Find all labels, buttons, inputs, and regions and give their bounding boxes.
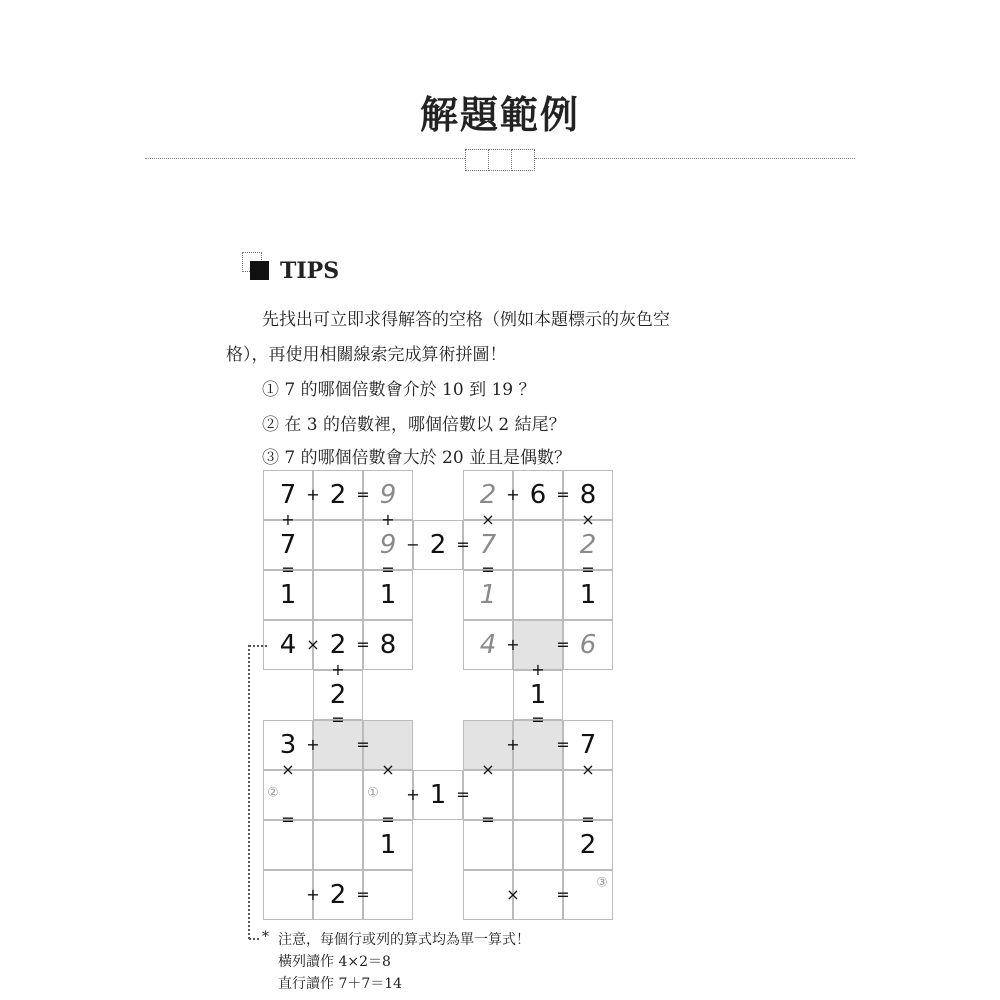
puzzle-cell	[513, 570, 563, 620]
answer-digit: 9	[379, 480, 397, 510]
tips-text-line1: 先找出可立即求得解答的空格（例如本題標示的灰色空	[262, 310, 670, 330]
operator: =	[281, 810, 295, 829]
given-digit: 1	[529, 680, 547, 710]
given-digit: 2	[329, 880, 347, 910]
given-digit: 2	[329, 680, 347, 710]
given-digit: 4	[279, 630, 297, 660]
operator: +	[331, 660, 345, 679]
hint-marker: ②	[267, 785, 279, 800]
answer-digit: 2	[579, 530, 597, 560]
given-digit: 2	[329, 480, 347, 510]
puzzle-cell	[313, 770, 363, 820]
operator: =	[581, 810, 595, 829]
given-digit: 2	[579, 830, 597, 860]
divider-ornament-box	[488, 149, 512, 171]
operator: +	[306, 885, 320, 904]
puzzle-cell	[513, 770, 563, 820]
operator: =	[381, 810, 395, 829]
operator: ×	[581, 760, 595, 779]
given-digit: 6	[529, 480, 547, 510]
given-digit: 1	[379, 580, 397, 610]
divider-ornament-box	[511, 149, 535, 171]
tips-heading: TIPS	[280, 258, 340, 284]
hint-2: ② 在 3 的倍數裡，哪個倍數以 2 結尾？	[262, 415, 566, 435]
operator: ×	[281, 760, 295, 779]
answer-digit: 2	[479, 480, 497, 510]
divider-left	[145, 158, 465, 159]
operator: =	[381, 560, 395, 579]
divider-right	[535, 158, 855, 159]
operator: =	[456, 535, 470, 554]
given-digit: 1	[429, 780, 447, 810]
operator: +	[281, 510, 295, 529]
operator: ×	[481, 760, 495, 779]
hint-1: ① 7 的哪個倍數會介於 10 到 19 ？	[262, 380, 536, 400]
operator: =	[556, 635, 570, 654]
answer-digit: 6	[579, 630, 597, 660]
puzzle-cell	[313, 570, 363, 620]
given-digit: 7	[279, 480, 297, 510]
operator: =	[356, 485, 370, 504]
answer-digit: 4	[479, 630, 497, 660]
given-digit: 1	[279, 580, 297, 610]
puzzle-cell	[313, 820, 363, 870]
note-line2: 橫列讀作 4×2＝8	[278, 954, 391, 970]
operator: +	[506, 735, 520, 754]
operator: =	[331, 710, 345, 729]
answer-digit: 7	[479, 530, 497, 560]
operator: +	[506, 485, 520, 504]
operator: =	[481, 810, 495, 829]
answer-digit: 9	[379, 530, 397, 560]
operator: +	[531, 660, 545, 679]
operator: ×	[581, 510, 595, 529]
operator: =	[556, 735, 570, 754]
puzzle-cell	[363, 870, 413, 920]
note-line3: 直行讀作 7＋7＝14	[278, 976, 403, 992]
puzzle-cell	[513, 520, 563, 570]
puzzle-cell	[513, 820, 563, 870]
operator: +	[506, 635, 520, 654]
note-pointer-line	[248, 645, 250, 939]
operator: ×	[481, 510, 495, 529]
operator: =	[356, 635, 370, 654]
operator: −	[406, 535, 420, 554]
operator: =	[481, 560, 495, 579]
note-asterisk: *	[262, 929, 269, 945]
given-digit: 3	[279, 730, 297, 760]
operator: =	[581, 560, 595, 579]
operator: ×	[306, 635, 320, 654]
operator: +	[306, 735, 320, 754]
operator: +	[381, 510, 395, 529]
hint-marker: ③	[596, 875, 608, 890]
operator: =	[531, 710, 545, 729]
tips-text-line2: 格），再使用相關線索完成算術拼圖！	[226, 345, 507, 365]
operator: +	[306, 485, 320, 504]
given-digit: 8	[579, 480, 597, 510]
tips-square-icon	[250, 261, 269, 280]
operator: =	[556, 485, 570, 504]
operator: =	[281, 560, 295, 579]
hint-3: ③ 7 的哪個倍數會大於 20 並且是偶數？	[262, 448, 572, 468]
given-digit: 7	[279, 530, 297, 560]
page-title: 解題範例	[419, 92, 580, 137]
note-line1: 注意，每個行或列的算式均為單一算式！	[278, 932, 530, 948]
operator: =	[356, 885, 370, 904]
operator: ×	[381, 760, 395, 779]
puzzle-cell	[313, 520, 363, 570]
operator: =	[556, 885, 570, 904]
hint-marker: ①	[367, 785, 379, 800]
operator: +	[406, 785, 420, 804]
operator: ×	[506, 885, 520, 904]
operator: =	[456, 785, 470, 804]
given-digit: 1	[379, 830, 397, 860]
note-pointer-line	[249, 938, 259, 940]
given-digit: 2	[429, 530, 447, 560]
given-digit: 7	[579, 730, 597, 760]
given-digit: 2	[329, 630, 347, 660]
divider-ornament-box	[465, 149, 489, 171]
note-pointer-line	[249, 645, 267, 647]
given-digit: 1	[579, 580, 597, 610]
answer-digit: 1	[479, 580, 497, 610]
given-digit: 8	[379, 630, 397, 660]
operator: =	[356, 735, 370, 754]
